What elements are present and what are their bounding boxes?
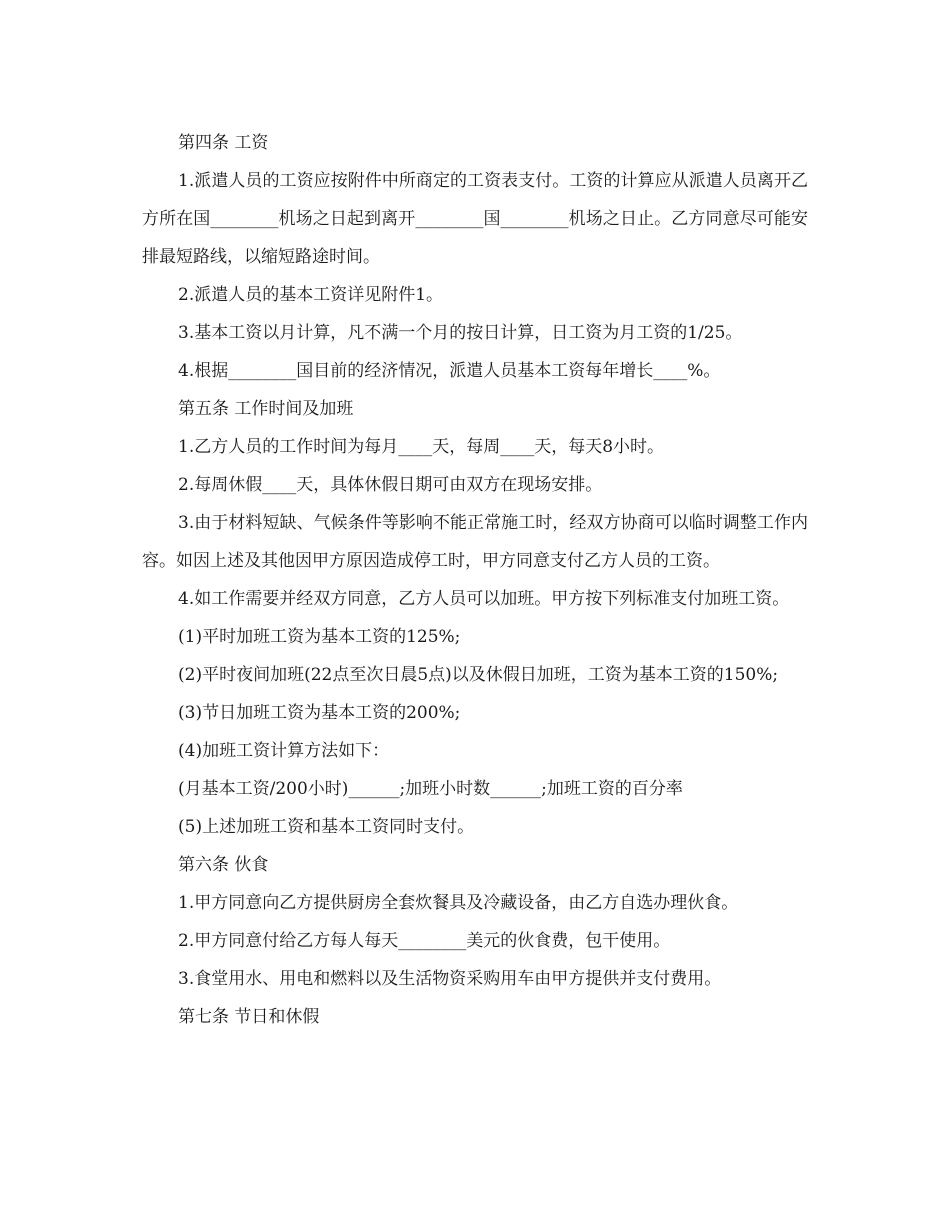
section-heading: 第四条 工资 (178, 133, 269, 153)
paragraph: 4.根据________国目前的经济情况，派遣人员基本工资每年增长____%。 (178, 361, 721, 381)
section-heading: 第七条 节日和休假 (178, 1007, 320, 1027)
paragraph: (4)加班工资计算方法如下： (178, 741, 390, 761)
paragraph: 3.基本工资以月计算，凡不满一个月的按日计算，日工资为月工资的1/25。 (178, 323, 743, 343)
paragraph: (3)节日加班工资为基本工资的200%; (178, 703, 461, 723)
paragraph: 1.甲方同意向乙方提供厨房全套炊餐具及冷藏设备，由乙方自选办理伙食。 (178, 893, 739, 913)
paragraph: 2.甲方同意付给乙方每人每天________美元的伙食费，包干使用。 (178, 931, 671, 951)
paragraph: 1.派遣人员的工资应按附件中所商定的工资表支付。工资的计算应从派遣人员离开乙方所在国________机场之日起到离开________国________机场之日止。乙方同意尽可能安排最短路线，以缩短路途时间。 (142, 171, 808, 267)
paragraph: (1)平时加班工资为基本工资的125%; (178, 627, 461, 647)
section-heading: 第五条 工作时间及加班 (178, 399, 354, 419)
document-body (142, 124, 808, 1036)
paragraph: 2.派遣人员的基本工资详见附件1。 (178, 285, 444, 305)
paragraph: (5)上述加班工资和基本工资同时支付。 (178, 817, 475, 837)
section-heading: 第六条 伙食 (178, 855, 269, 875)
paragraph: 3.由于材料短缺、气候条件等影响不能正常施工时，经双方协商可以临时调整工作内容。如因上述及其他因甲方原因造成停工时，甲方同意支付乙方人员的工资。 (142, 513, 808, 571)
paragraph: 1.乙方人员的工作时间为每月____天，每周____天，每天8小时。 (178, 437, 665, 457)
paragraph: (2)平时夜间加班(22点至次日晨5点)以及休假日加班，工资为基本工资的150%; (178, 665, 779, 685)
paragraph: (月基本工资/200小时)______;加班小时数______;加班工资的百分率 (178, 779, 683, 799)
paragraph: 3.食堂用水、用电和燃料以及生活物资采购用车由甲方提供并支付费用。 (178, 969, 722, 989)
paragraph: 2.每周休假____天，具体休假日期可由双方在现场安排。 (178, 475, 603, 495)
paragraph: 4.如工作需要并经双方同意，乙方人员可以加班。甲方按下列标准支付加班工资。 (178, 589, 790, 609)
